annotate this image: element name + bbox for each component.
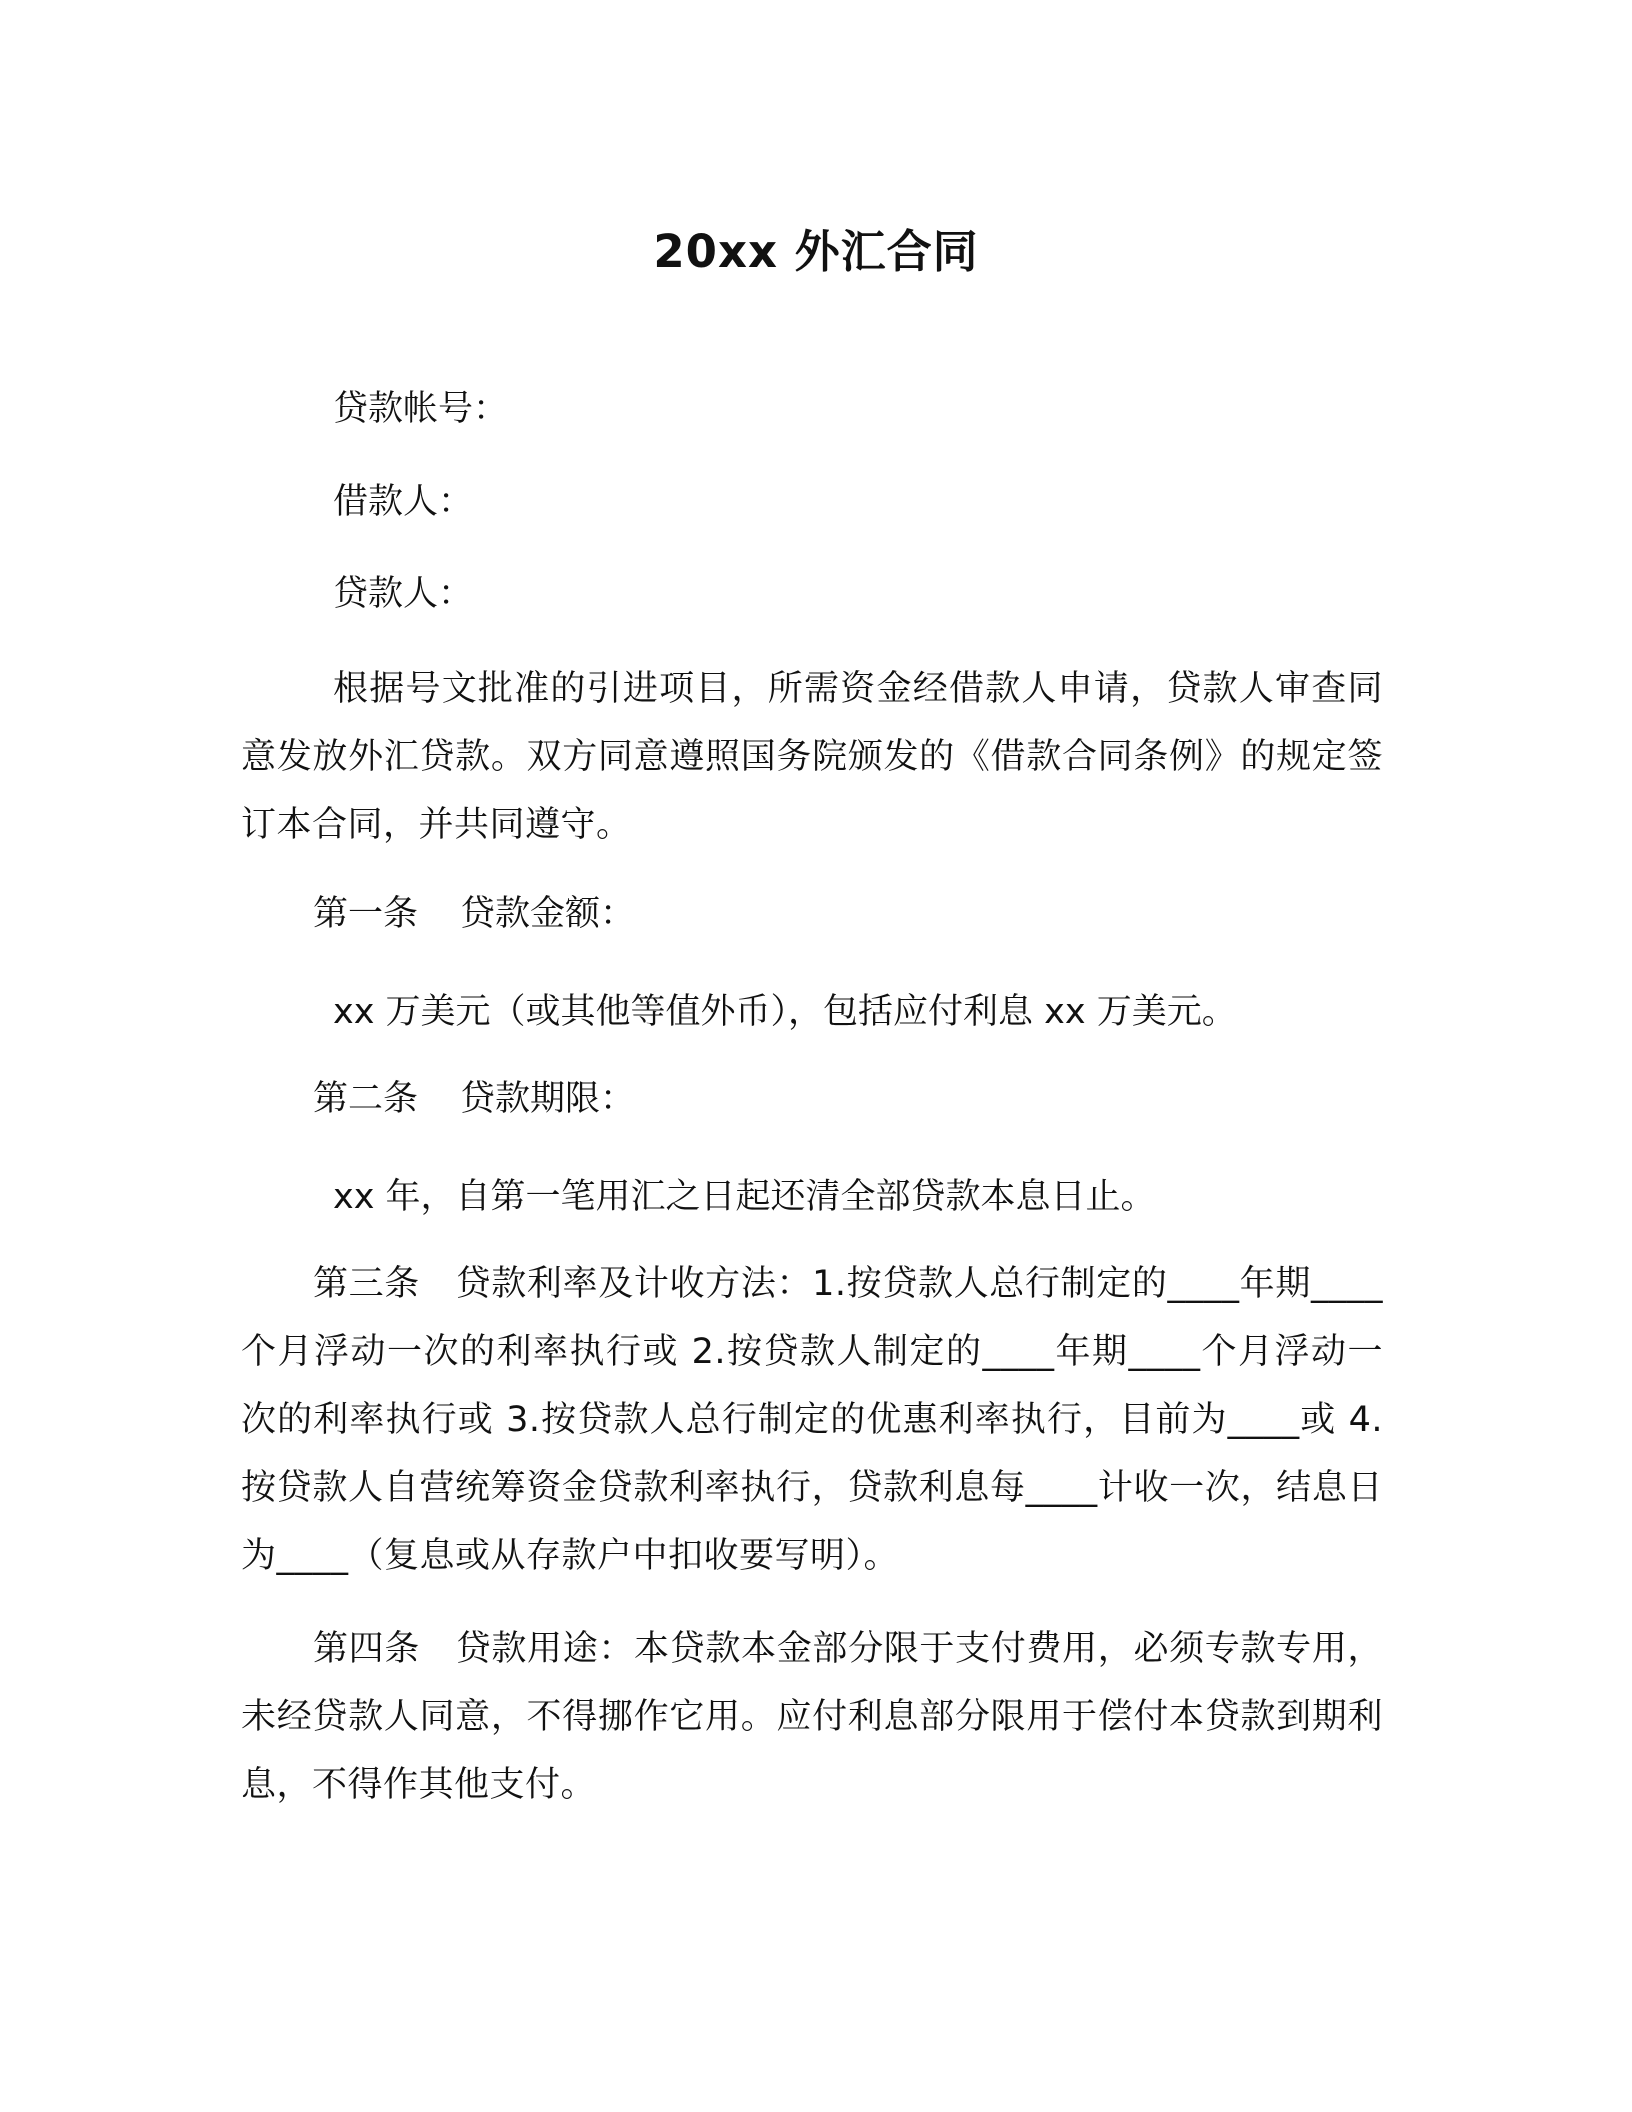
article-1-heading [313,890,635,938]
article-2-body: xx 年，自第一笔用汇之日起还清全部贷款本息日止。 [333,1177,1156,1217]
loan-account-label: 贷款帐号： [333,389,509,429]
article-1-number: 第一条 [313,894,419,934]
article-1-body: xx 万美元（或其他等值外币），包括应付利息 xx 万美元。 [333,992,1237,1032]
borrower-label: 借款人： [333,482,474,522]
article-2-heading [313,1075,635,1123]
article-2-number: 第二条 [313,1079,419,1119]
article-4-paragraph: 第四条 贷款用途：本贷款本金部分限于支付费用，必须专款专用，未经贷款人同意，不得挪作它用。应付利息部分限用于偿付本贷款到期利息，不得作其他支付。 [241,1629,1383,1805]
document-title: 20xx 外汇合同 [653,225,979,278]
intro-paragraph: 根据号文批准的引进项目，所需资金经借款人申请，贷款人审查同意发放外汇贷款。双方同意遵照国务院颁发的《借款合同条例》的规定签订本合同，并共同遵守。 [241,669,1383,845]
article-3-paragraph: 第三条 贷款利率及计收方法：1.按贷款人总行制定的____年期____个月浮动一次的利率执行或 2.按贷款人制定的____年期____个月浮动一次的利率执行或 3.按贷款人总行制定的优惠利率执行，目前为____或 4.按贷款人自营统筹资金贷款利率执行，贷款利息每____计收一次，结息日为____（复息或从存款户中扣收要写明）。 [241,1264,1383,1576]
article-1-title: 贷款金额： [460,894,636,934]
lender-label: 贷款人： [333,574,474,614]
article-2-title: 贷款期限： [460,1079,636,1119]
